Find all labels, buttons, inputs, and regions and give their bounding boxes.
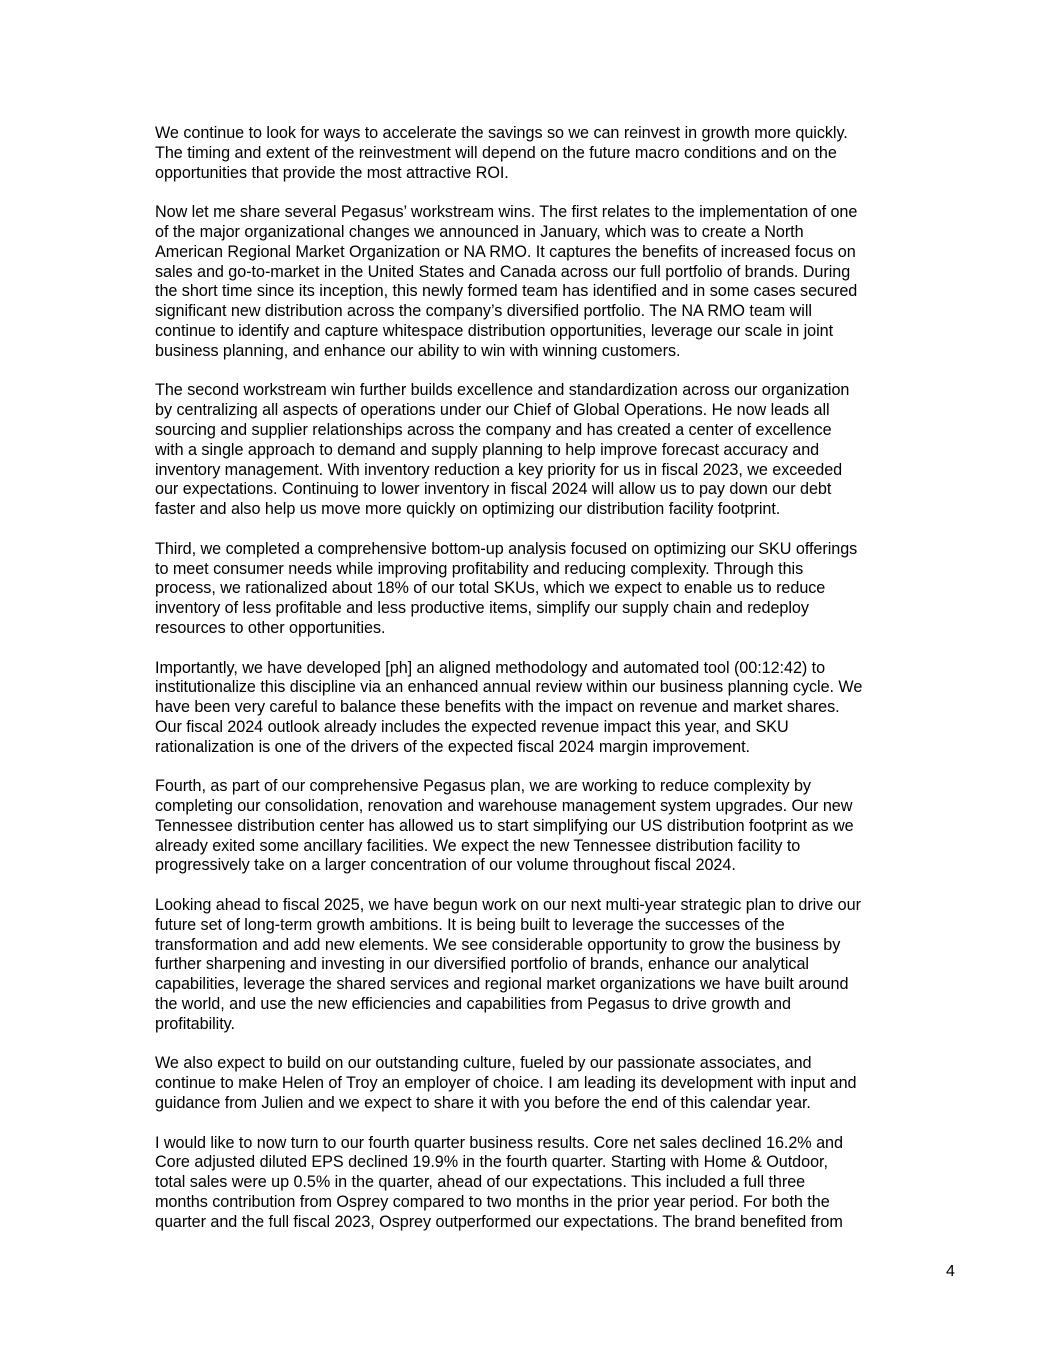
text-line: opportunities that provide the most attractive ROI. [155, 163, 509, 182]
text-line: transformation and add new elements. We see considerable opportunity to grow the business by [155, 935, 841, 954]
text-line: capabilities, leverage the shared services and regional market organizations we have built around [155, 975, 849, 994]
text-line: of the major organizational changes we announced in January, which was to create a North [155, 222, 804, 241]
text-line: sourcing and supplier relationships across the company and has created a center of excellence [155, 420, 832, 439]
text-line: with a single approach to demand and supply planning to help improve forecast accuracy and [155, 440, 820, 459]
text-line: have been very careful to balance these benefits with the impact on revenue and market shares. [155, 698, 840, 717]
text-line: We also expect to build on our outstanding culture, fueled by our passionate associates, and [155, 1054, 812, 1073]
text-line: already exited some ancillary facilities. We expect the new Tennessee distribution facility to [155, 836, 801, 855]
paragraph [155, 777, 935, 876]
text-line: institutionalize this discipline via an enhanced annual review within our business planning cycle. We [155, 678, 863, 697]
paragraph [155, 659, 935, 758]
text-line: The second workstream win further builds excellence and standardization across our organization [155, 381, 850, 400]
text-line: Tennessee distribution center has allowed us to start simplifying our US distribution footprint as we [155, 816, 854, 835]
text-line: Looking ahead to fiscal 2025, we have begun work on our next multi-year strategic plan to drive our [155, 896, 861, 915]
text-line: I would like to now turn to our fourth quarter business results. Core net sales declined 16.2% and [155, 1133, 843, 1152]
text-line: The timing and extent of the reinvestment will depend on the future macro conditions and on the [155, 143, 837, 162]
text-line: significant new distribution across the company’s diversified portfolio. The NA RMO team will [155, 302, 812, 321]
text-line: completing our consolidation, renovation and warehouse management system upgrades. Our new [155, 797, 853, 816]
text-line: months contribution from Osprey compared to two months in the prior year period. For both the [155, 1193, 830, 1212]
text-line: Fourth, as part of our comprehensive Pegasus plan, we are working to reduce complexity by [155, 777, 811, 796]
text-line: Third, we completed a comprehensive bottom-up analysis focused on optimizing our SKU offerings [155, 539, 858, 558]
text-line: progressively take on a larger concentration of our volume throughout fiscal 2024. [155, 856, 736, 875]
text-line: the short time since its inception, this newly formed team has identified and in some cases secured [155, 282, 858, 301]
paragraph [155, 1134, 935, 1233]
text-line: guidance from Julien and we expect to share it with you before the end of this calendar year. [155, 1094, 811, 1113]
text-line: inventory of less profitable and less productive items, simplify our supply chain and redeploy [155, 599, 809, 618]
paragraph [155, 1054, 935, 1113]
text-line: future set of long-term growth ambitions. It is being built to leverage the successes of the [155, 915, 785, 934]
text-line: continue to identify and capture whitespace distribution opportunities, leverage our scale in joint [155, 321, 834, 340]
text-line: further sharpening and investing in our diversified portfolio of brands, enhance our analytical [155, 955, 809, 974]
text-line: Our fiscal 2024 outlook already includes the expected revenue impact this year, and SKU [155, 717, 789, 736]
text-line: Core adjusted diluted EPS declined 19.9% in the fourth quarter. Starting with Home & Outdoor, [155, 1153, 828, 1172]
text-line: continue to make Helen of Troy an employer of choice. I am leading its development with input and [155, 1074, 857, 1093]
text-line: quarter and the full fiscal 2023, Osprey outperformed our expectations. The brand benefited from [155, 1212, 843, 1231]
text-line: to meet consumer needs while improving profitability and reducing complexity. Through this [155, 559, 804, 578]
text-line: resources to other opportunities. [155, 618, 386, 637]
text-line: inventory management. With inventory reduction a key priority for us in fiscal 2023, we exceeded [155, 460, 843, 479]
text-line: by centralizing all aspects of operations under our Chief of Global Operations. He now leads all [155, 401, 830, 420]
document-body [155, 124, 935, 1252]
paragraph [155, 381, 935, 520]
text-line: rationalization is one of the drivers of the expected fiscal 2024 margin improvement. [155, 737, 751, 756]
paragraph [155, 896, 935, 1035]
text-line: We continue to look for ways to accelerate the savings so we can reinvest in growth more quickly. [155, 124, 848, 142]
text-line: Now let me share several Pegasus’ workstream wins. The first relates to the implementation of one [155, 203, 858, 222]
paragraph [155, 540, 935, 639]
text-line: Importantly, we have developed [ph] an aligned methodology and automated tool (00:12:42) to [155, 658, 826, 677]
page-number: 4 [946, 1263, 955, 1280]
text-line: total sales were up 0.5% in the quarter, ahead of our expectations. This included a full three [155, 1173, 806, 1192]
text-line: business planning, and enhance our ability to win with winning customers. [155, 341, 681, 360]
paragraph [155, 124, 935, 183]
paragraph [155, 203, 935, 361]
text-line: profitability. [155, 1014, 235, 1033]
text-line: process, we rationalized about 18% of our total SKUs, which we expect to enable us to reduce [155, 579, 826, 598]
text-line: faster and also help us move more quickly on optimizing our distribution facility footprint. [155, 500, 781, 519]
text-line: the world, and use the new efficiencies and capabilities from Pegasus to drive growth and [155, 995, 791, 1014]
text-line: our expectations. Continuing to lower inventory in fiscal 2024 will allow us to pay down our debt [155, 480, 832, 499]
text-line: American Regional Market Organization or NA RMO. It captures the benefits of increased focus on [155, 242, 856, 261]
text-line: sales and go-to-market in the United States and Canada across our full portfolio of brands. During [155, 262, 851, 281]
